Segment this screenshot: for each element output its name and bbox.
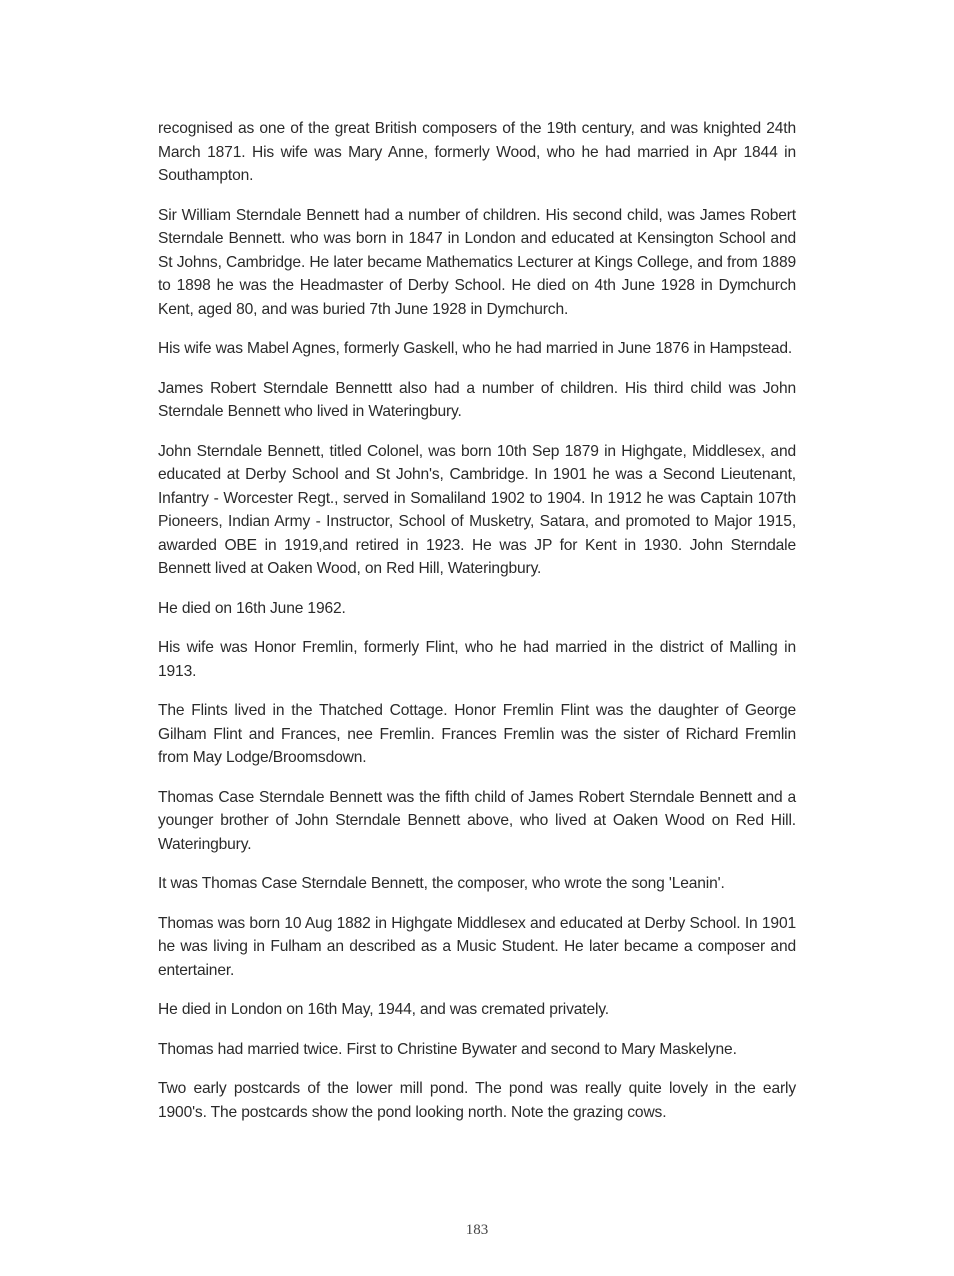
paragraph-third-child-john: James Robert Sterndale Bennettt also had a number of children. His third child was John Sterndale Bennett who lived in Wateringbury. [158,379,796,420]
paragraph-song-leanin: It was Thomas Case Sterndale Bennett, the composer, who wrote the song 'Leanin'. [158,875,725,892]
paragraph-john-sterndale-career: John Sterndale Bennett, titled Colonel, was born 10th Sep 1879 in Highgate, Middlesex, and educated at Derby School and St John's, Cambridge. In 1901 he was a Second Lieutenant, Infantry - Worcester Regt., served in Somaliland 1902 to 1904. In 1912 he was Captain 107th Pioneers, Indian Army - Instructor, School of Musketry, Satara, and promoted to Major 1915, awarded OBE in 1919,and retired in 1923. He was JP for Kent in 1930. John Sterndale Bennett lived at Oaken Wood, on Red Hill, Wateringbury. [158,442,796,577]
paragraph-mabel-agnes: His wife was Mabel Agnes, formerly Gaskell, who he had married in June 1876 in Hampstead. [158,340,793,357]
page-number: 183 [465,1222,489,1238]
paragraph-james-robert-bennett: Sir William Sterndale Bennett had a number of children. His second child, was James Robert Sterndale Bennett. who was born in 1847 in London and educated at Kensington School and St Johns, Cambridge. He later became Mathematics Lecturer at Kings College, and from 1889 to 1898 he was the Headmaster of Derby School. He died on 4th June 1928 in Dymchurch Kent, aged 80, and was buried 7th June 1928 in Dymchurch. [158,206,796,318]
page-body [158,117,796,1140]
paragraph-thomas-case-bennett: Thomas Case Sterndale Bennett was the fifth child of James Robert Sterndale Bennett and a younger brother of John Sterndale Bennett above, who lived at Oaken Wood on Red Hill. Wateringbury. [158,788,796,853]
paragraph-postcards-mill-pond: Two early postcards of the lower mill pond. The pond was really quite lovely in the early 1900's. The postcards show the pond looking north. Note the grazing cows. [158,1080,796,1121]
paragraph-thomas-death: He died in London on 16th May, 1944, and was cremated privately. [158,1001,609,1018]
paragraph-thomas-marriages: Thomas had married twice. First to Christine Bywater and second to Mary Maskelyne. [158,1040,737,1058]
paragraph-thomas-birth: Thomas was born 10 Aug 1882 in Highgate Middlesex and educated at Derby School. In 1901 he was living in Fulham an described as a Music Student. He later became a composer and entertainer. [158,914,796,979]
paragraph-john-death: He died on 16th June 1962. [158,599,346,617]
paragraph-flints-thatched-cottage: The Flints lived in the Thatched Cottage. Honor Fremlin Flint was the daughter of George Gilham Flint and Frances, nee Fremlin. Frances Fremlin was the sister of Richard Fremlin from May Lodge/Broomsdown. [158,702,796,766]
paragraph-bennett-knighthood: recognised as one of the great British composers of the 19th century, and was knighted 24th March 1871. His wife was Mary Anne, formerly Wood, who he had married in Apr 1844 in Southampton. [158,120,796,184]
paragraph-honor-fremlin: His wife was Honor Fremlin, formerly Flint, who he had married in the district of Malling in 1913. [158,639,796,680]
